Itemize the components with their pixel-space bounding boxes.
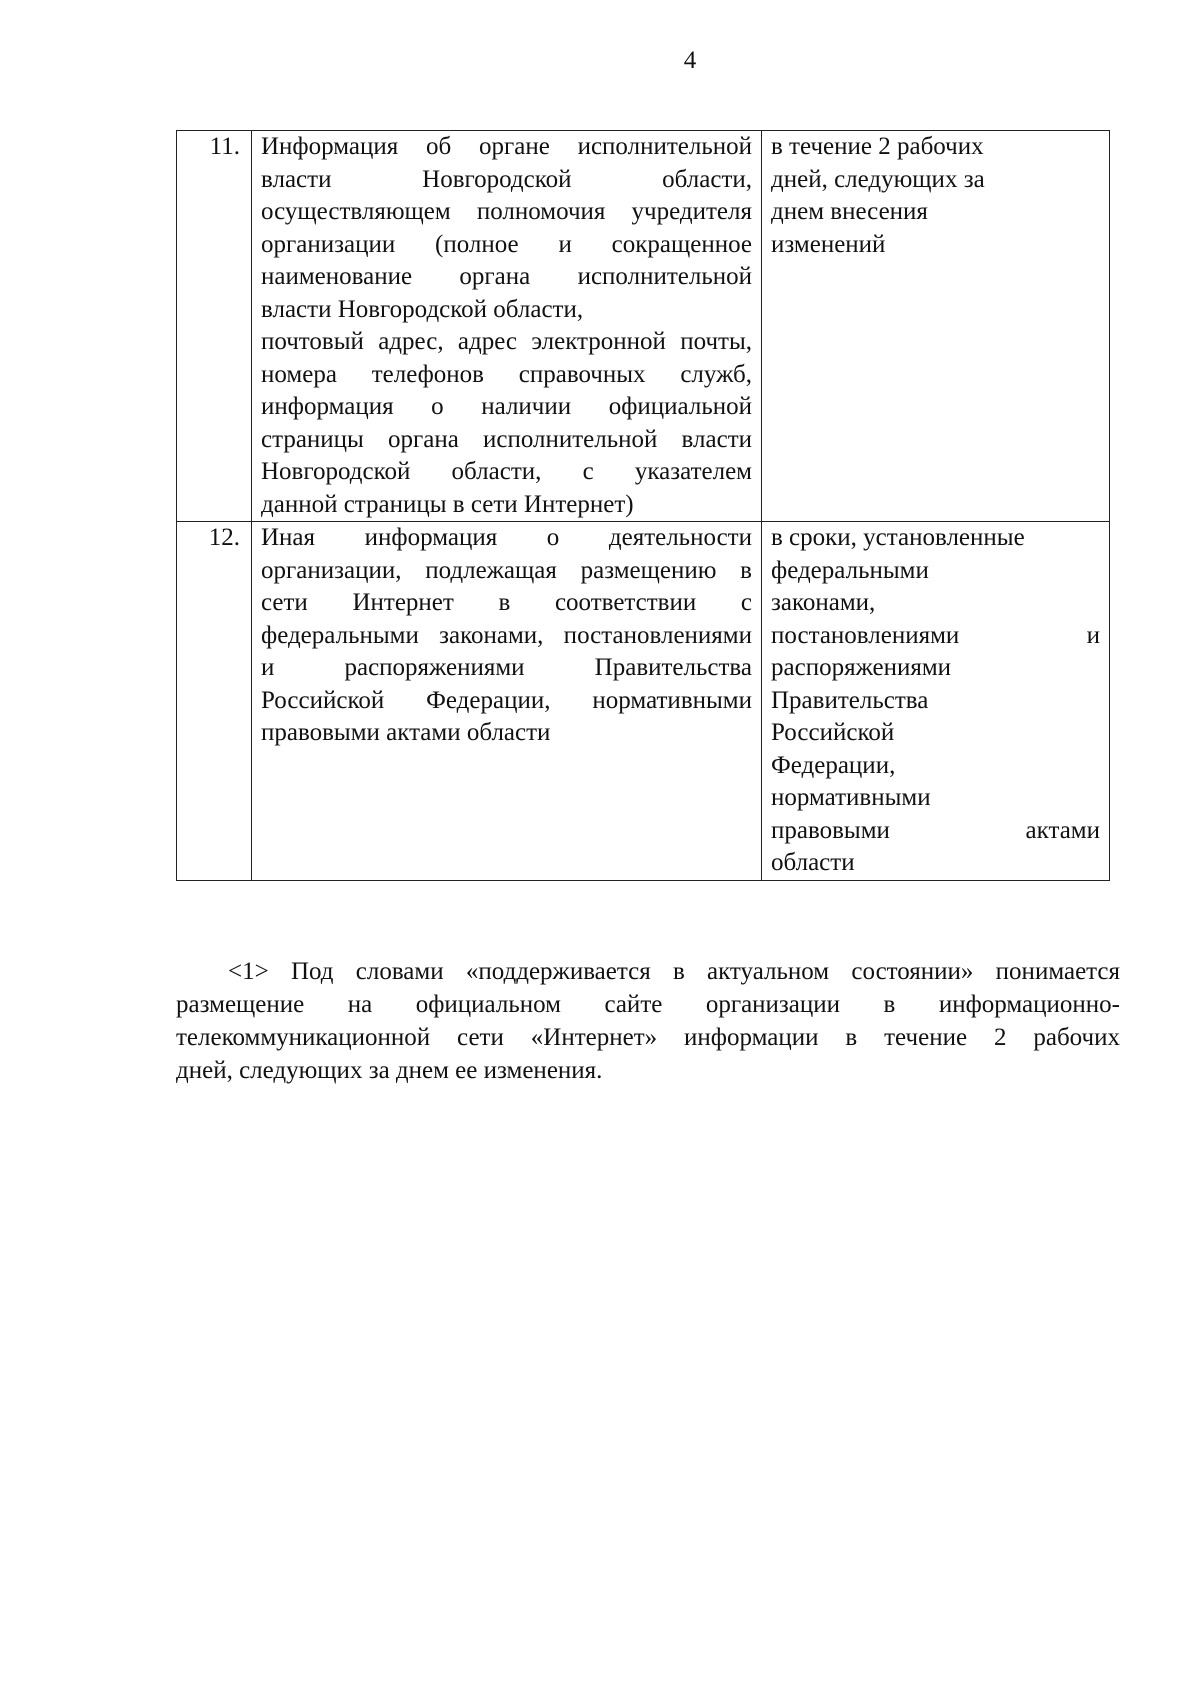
description-line: организации, подлежащая размещению в — [261, 556, 752, 584]
description-line: данной страницы в сети Интернет) — [261, 490, 634, 518]
footnote-line: размещение на официальном сайте организации в информационно- — [176, 991, 1120, 1018]
description-line: власти Новгородской области, — [261, 295, 584, 323]
row-description — [252, 522, 762, 881]
term-line: распоряжениями — [771, 654, 952, 681]
row-term — [762, 131, 1110, 522]
term-line: Российской — [771, 719, 895, 746]
term-line: Федерации, — [771, 751, 896, 779]
description-line: федеральными законами, постановлениями — [261, 621, 752, 649]
row-number: 11. — [177, 131, 252, 522]
term-line: правовыми актами — [771, 816, 1100, 844]
description-line: власти Новгородской области, — [261, 165, 752, 193]
description-line: организации (полное и сокращенное — [261, 230, 752, 258]
term-line: дней, следующих за — [771, 165, 985, 193]
page-number: 4 — [683, 47, 697, 74]
term-line: изменений — [771, 230, 886, 258]
description-line: осуществляющем полномочия учредителя — [261, 198, 752, 225]
footnote-line: <1> Под словами «поддерживается в актуальном состоянии» понимается — [228, 958, 1120, 985]
description-line: правовыми актами области — [261, 719, 551, 746]
term-line: днем внесения — [771, 198, 928, 225]
description-line: сети Интернет в соответствии с — [261, 589, 752, 616]
description-line: почтовый адрес, адрес электронной почты, — [261, 328, 752, 355]
footnote-line: телекоммуникационной сети «Интернет» информации в течение 2 рабочих — [176, 1024, 1120, 1051]
term-line: области — [771, 849, 855, 876]
description-line: Новгородской области, с указателем — [261, 458, 752, 485]
term-line: законами, — [771, 589, 876, 616]
row-description — [252, 131, 762, 522]
term-line: нормативными — [771, 784, 931, 811]
description-line: Российской Федерации, нормативными — [261, 686, 752, 714]
information-table — [176, 130, 1110, 881]
row-term — [762, 522, 1110, 881]
description-line: страницы органа исполнительной власти — [261, 425, 752, 453]
term-line: в сроки, установленные — [771, 524, 1025, 551]
term-line: федеральными — [771, 556, 929, 584]
description-line: информация о наличии официальной — [261, 393, 752, 420]
term-line: в течение 2 рабочих — [771, 133, 984, 160]
description-line: Информация об органе исполнительной — [261, 133, 752, 160]
description-line: номера телефонов справочных служб, — [261, 360, 752, 388]
row-number: 12. — [177, 522, 252, 881]
footnote-line: дней, следующих за днем ее изменения. — [176, 1057, 603, 1084]
term-line: постановлениями и — [771, 621, 1100, 649]
description-line: и распоряжениями Правительства — [261, 654, 752, 681]
table-row — [177, 131, 1110, 522]
footnote — [176, 955, 1120, 1087]
description-line: Иная информация о деятельности — [261, 524, 752, 551]
description-line: наименование органа исполнительной — [261, 263, 752, 290]
term-line: Правительства — [771, 686, 929, 714]
table-row — [177, 522, 1110, 881]
